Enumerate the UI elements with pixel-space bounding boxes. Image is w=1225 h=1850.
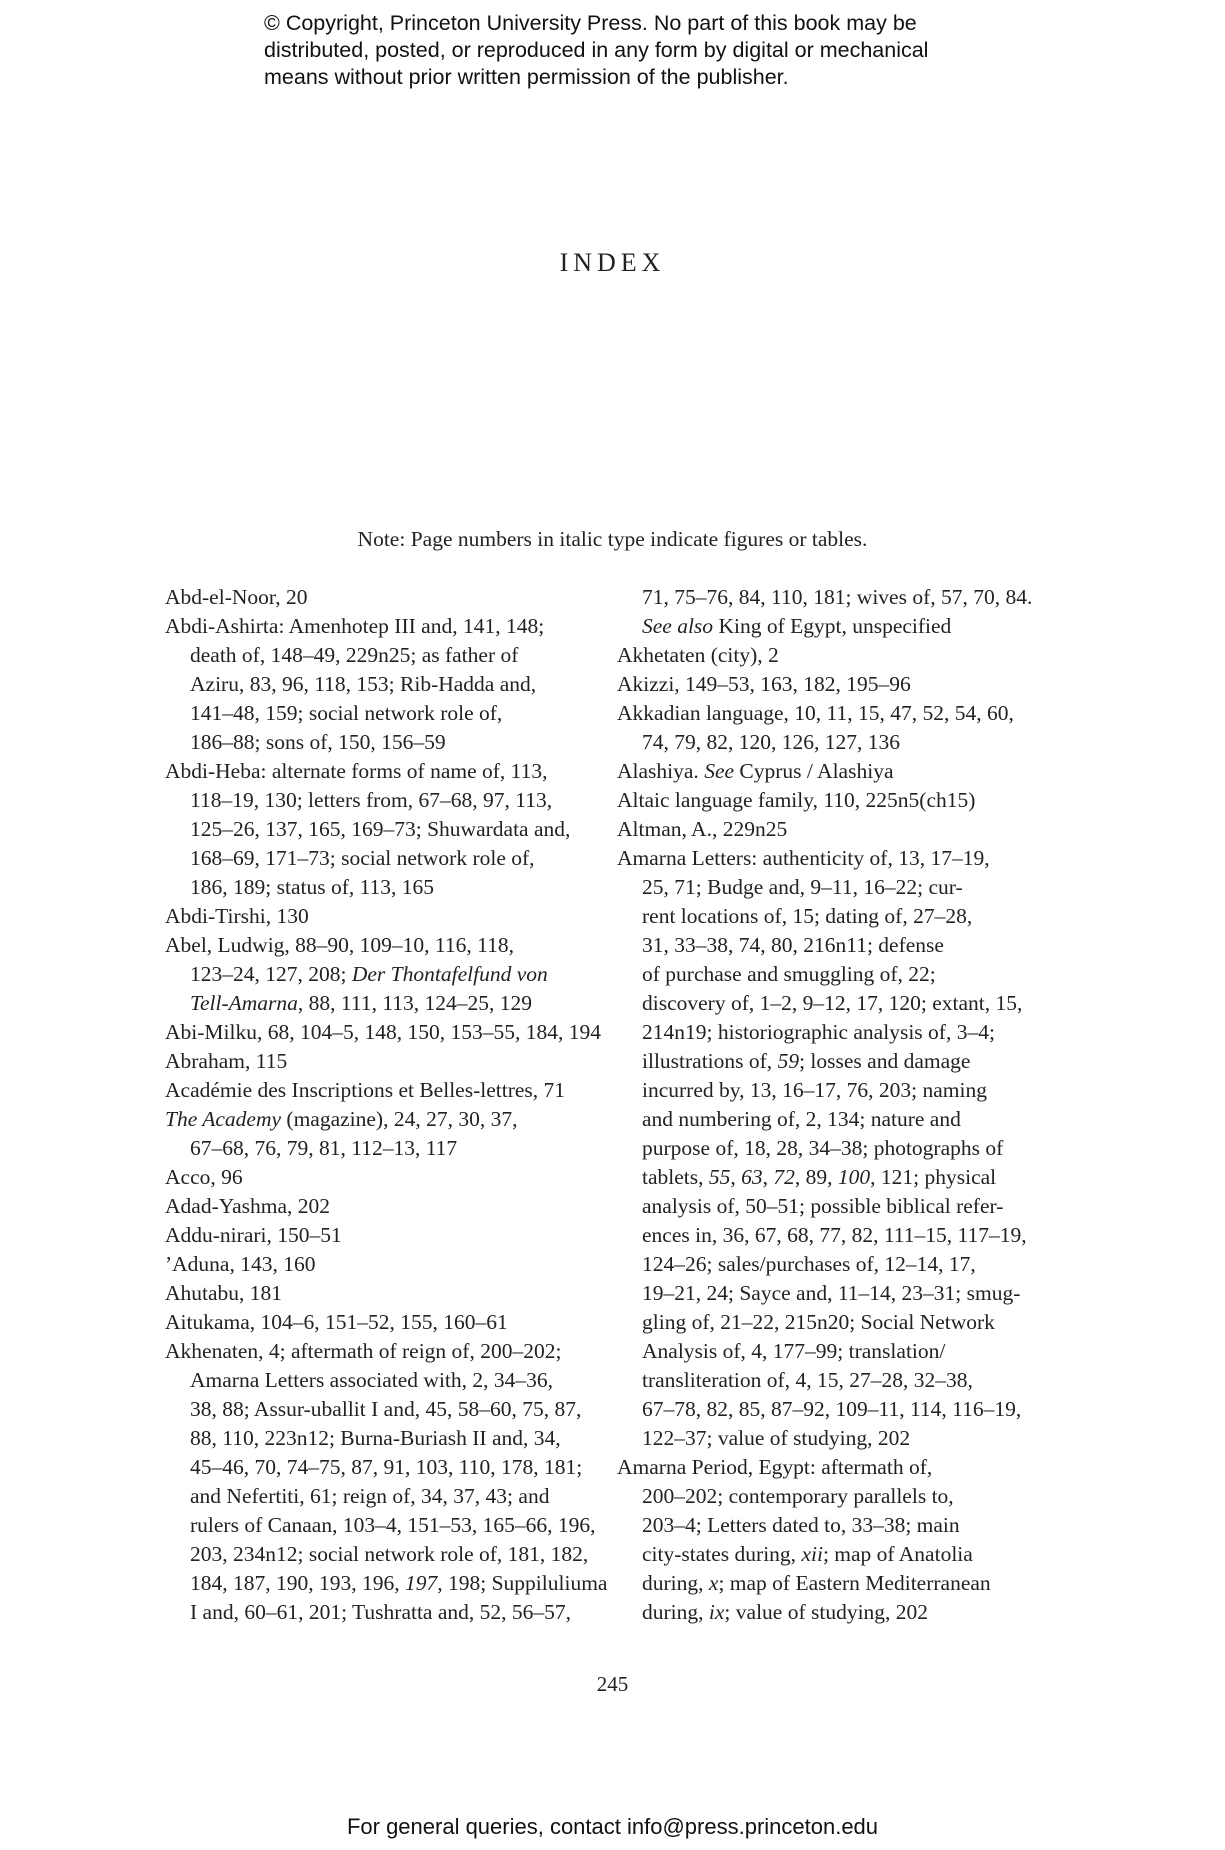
- index-entry-line: [617, 1221, 1047, 1250]
- index-entry-line: [165, 1598, 595, 1627]
- index-text: Aziru, 83, 96, 118, 153; Rib-Hadda and,: [190, 672, 537, 696]
- index-entry-line: [165, 786, 595, 815]
- index-text: ’Aduna, 143, 160: [165, 1252, 316, 1276]
- index-text: tablets,: [642, 1165, 709, 1189]
- index-entry-line: [165, 1540, 595, 1569]
- index-text: and numbering of, 2, 134; nature and: [642, 1107, 961, 1131]
- index-text: Akizzi, 149–53, 163, 182, 195–96: [617, 672, 911, 696]
- index-text: analysis of, 50–51; possible biblical refer-: [642, 1194, 1004, 1218]
- index-entry-line: [617, 670, 1047, 699]
- index-entry-line: [617, 583, 1047, 612]
- index-entry-line: [165, 1105, 595, 1134]
- index-text: 67–78, 82, 85, 87–92, 109–11, 114, 116–19,: [642, 1397, 1022, 1421]
- index-entry-line: [617, 844, 1047, 873]
- index-text: ; map of Anatolia: [822, 1542, 973, 1566]
- index-text: 203–4; Letters dated to, 33–38; main: [642, 1513, 960, 1537]
- index-entry-line: [617, 1192, 1047, 1221]
- index-entry-line: [617, 1395, 1047, 1424]
- index-text: 25, 71; Budge and, 9–11, 16–22; cur-: [642, 875, 963, 899]
- index-entry-line: [165, 1424, 595, 1453]
- index-text: 31, 33–38, 74, 80, 216n11; defense: [642, 933, 944, 957]
- index-italic-text: xii: [801, 1542, 823, 1566]
- index-italic-text: See also: [642, 614, 714, 638]
- index-text: purpose of, 18, 28, 34–38; photographs of: [642, 1136, 1004, 1160]
- index-text: ,: [762, 1165, 774, 1189]
- index-text: , 121; physical: [870, 1165, 997, 1189]
- index-text: Amarna Letters associated with, 2, 34–36,: [190, 1368, 554, 1392]
- index-entry-line: [165, 815, 595, 844]
- index-entry-line: [165, 1511, 595, 1540]
- index-entry-line: [165, 699, 595, 728]
- index-text: 88, 110, 223n12; Burna-Buriash II and, 34,: [190, 1426, 561, 1450]
- index-text: Abraham, 115: [165, 1049, 288, 1073]
- index-text: 122–37; value of studying, 202: [642, 1426, 911, 1450]
- index-entry-line: [165, 902, 595, 931]
- index-text: 124–26; sales/purchases of, 12–14, 17,: [642, 1252, 976, 1276]
- index-text: discovery of, 1–2, 9–12, 17, 120; extant, 15,: [642, 991, 1023, 1015]
- index-text: Abdi-Tirshi, 130: [165, 904, 309, 928]
- index-entry-line: [165, 989, 595, 1018]
- index-italic-text: ix: [708, 1600, 725, 1624]
- copyright-notice: [264, 10, 1024, 91]
- index-column-right: [617, 583, 1047, 1627]
- index-text: ,: [730, 1165, 742, 1189]
- index-text: Abel, Ludwig, 88–90, 109–10, 116, 118,: [165, 933, 514, 957]
- index-entry-line: [617, 641, 1047, 670]
- index-entry-line: [165, 728, 595, 757]
- index-text: of purchase and smuggling of, 22;: [642, 962, 936, 986]
- index-italic-text: 55: [708, 1165, 731, 1189]
- index-entry-line: [165, 1279, 595, 1308]
- index-text: during,: [642, 1600, 709, 1624]
- index-entry-line: [617, 989, 1047, 1018]
- index-text: Adad-Yashma, 202: [165, 1194, 331, 1218]
- index-text: ; map of Eastern Mediterranean: [718, 1571, 991, 1595]
- index-entry-line: [617, 1424, 1047, 1453]
- index-entry-line: [165, 1308, 595, 1337]
- index-text: Analysis of, 4, 177–99; translation/: [642, 1339, 946, 1363]
- index-text: incurred by, 13, 16–17, 76, 203; naming: [642, 1078, 987, 1102]
- index-text: illustrations of,: [642, 1049, 778, 1073]
- index-entry-line: [617, 1279, 1047, 1308]
- index-entry-line: [165, 1395, 595, 1424]
- index-text: Altaic language family, 110, 225n5(ch15): [617, 788, 976, 812]
- index-text: Ahutabu, 181: [165, 1281, 283, 1305]
- index-text: 67–68, 76, 79, 81, 112–13, 117: [190, 1136, 458, 1160]
- index-text: ences in, 36, 67, 68, 77, 82, 111–15, 117–19,: [642, 1223, 1027, 1247]
- index-text: Akkadian language, 10, 11, 15, 47, 52, 54, 60,: [617, 701, 1014, 725]
- index-text: transliteration of, 4, 15, 27–28, 32–38,: [642, 1368, 973, 1392]
- index-entry-line: [617, 757, 1047, 786]
- index-entry-line: [617, 1598, 1047, 1627]
- index-entry-line: [617, 1308, 1047, 1337]
- index-text: ; losses and damage: [799, 1049, 971, 1073]
- index-entry-line: [617, 1076, 1047, 1105]
- index-entry-line: [617, 1366, 1047, 1395]
- index-italic-text: x: [708, 1571, 719, 1595]
- index-entry-line: [617, 1134, 1047, 1163]
- index-italic-text: 100: [837, 1165, 871, 1189]
- index-entry-line: [617, 1511, 1047, 1540]
- index-entry-line: [617, 931, 1047, 960]
- index-entry-line: [617, 1337, 1047, 1366]
- index-text: 118–19, 130; letters from, 67–68, 97, 113,: [190, 788, 553, 812]
- index-entry-line: [165, 1337, 595, 1366]
- index-text: Altman, A., 229n25: [617, 817, 788, 841]
- index-text: Cyprus / Alashiya: [734, 759, 894, 783]
- index-entry-line: [165, 1250, 595, 1279]
- index-italic-text: Tell-Amarna: [190, 991, 298, 1015]
- index-text: 184, 187, 190, 193, 196,: [190, 1571, 405, 1595]
- index-text: Alashiya.: [617, 759, 705, 783]
- footer-contact: For general queries, contact info@press.princeton.edu: [346, 1814, 879, 1839]
- index-text: and Nefertiti, 61; reign of, 34, 37, 43; and: [190, 1484, 550, 1508]
- index-entry-line: [165, 641, 595, 670]
- index-entry-line: [165, 1453, 595, 1482]
- index-text: King of Egypt, unspecified: [713, 614, 952, 638]
- index-entry-line: [165, 583, 595, 612]
- index-entry-line: [617, 1569, 1047, 1598]
- index-entry-line: [165, 931, 595, 960]
- copyright-line-2: distributed, posted, or reproduced in any form by digital or mechanical: [264, 38, 929, 62]
- index-text: , 198; Suppiluliuma: [437, 1571, 608, 1595]
- index-entry-line: [617, 1482, 1047, 1511]
- index-text: 38, 88; Assur-uballit I and, 45, 58–60, 75, 87,: [190, 1397, 582, 1421]
- index-text: 19–21, 24; Sayce and, 11–14, 23–31; smug-: [642, 1281, 1021, 1305]
- index-entry-line: [617, 902, 1047, 931]
- index-entry-line: [617, 786, 1047, 815]
- index-text: Abd-el-Noor, 20: [165, 585, 308, 609]
- index-text: Acco, 96: [165, 1165, 243, 1189]
- index-entry-line: [165, 1018, 601, 1047]
- index-text: Abdi-Ashirta: Amenhotep III and, 141, 148;: [165, 614, 545, 638]
- index-entry-line: [165, 1192, 595, 1221]
- index-text: 200–202; contemporary parallels to,: [642, 1484, 954, 1508]
- index-entry-line: [165, 612, 595, 641]
- index-entry-line: [617, 1105, 1047, 1134]
- index-text: Abi-Milku, 68, 104–5, 148, 150, 153–55, 184, 194: [165, 1020, 601, 1044]
- index-entry-line: [617, 1047, 1047, 1076]
- copyright-line-1: © Copyright, Princeton University Press. No part of this book may be: [264, 11, 917, 35]
- index-column-left: [165, 583, 608, 1627]
- index-entry-line: [165, 1569, 608, 1598]
- index-text: Addu-nirari, 150–51: [165, 1223, 342, 1247]
- index-italic-text: See: [704, 759, 735, 783]
- index-text: I and, 60–61, 201; Tushratta and, 52, 56–57,: [190, 1600, 572, 1624]
- index-text: ; value of studying, 202: [724, 1600, 929, 1624]
- index-entry-line: [165, 1076, 595, 1105]
- index-italic-text: 72: [773, 1165, 795, 1189]
- index-text: 123–24, 127, 208;: [190, 962, 352, 986]
- index-entry-line: [617, 1018, 1047, 1047]
- index-entry-line: [617, 728, 1047, 757]
- index-entry-line: [165, 1366, 595, 1395]
- index-text: 168–69, 171–73; social network role of,: [190, 846, 535, 870]
- index-entry-line: [165, 1047, 595, 1076]
- index-entry-line: [617, 1163, 1047, 1192]
- index-italic-text: 197: [405, 1571, 438, 1595]
- index-text: Académie des Inscriptions et Belles-lettres, 71: [165, 1078, 566, 1102]
- index-text: rent locations of, 15; dating of, 27–28,: [642, 904, 973, 928]
- index-text: Abdi-Heba: alternate forms of name of, 113,: [165, 759, 548, 783]
- index-entry-line: [617, 612, 1047, 641]
- copyright-line-3: means without prior written permission of the publisher.: [264, 65, 789, 89]
- index-entry-line: [165, 873, 595, 902]
- index-text: 125–26, 137, 165, 169–73; Shuwardata and,: [190, 817, 571, 841]
- index-entry-line: [165, 1482, 595, 1511]
- index-text: 74, 79, 82, 120, 126, 127, 136: [642, 730, 900, 754]
- index-entry-line: [617, 1540, 1047, 1569]
- index-text: Akhenaten, 4; aftermath of reign of, 200–202;: [165, 1339, 562, 1363]
- index-entry-line: [165, 1163, 595, 1192]
- index-entry-line: [617, 1453, 1047, 1482]
- index-text: (magazine), 24, 27, 30, 37,: [281, 1107, 518, 1131]
- index-italic-text: Der Thontafelfund von: [351, 962, 548, 986]
- page-title: INDEX: [559, 248, 666, 277]
- index-text: during,: [642, 1571, 709, 1595]
- index-text: 71, 75–76, 84, 110, 181; wives of, 57, 70, 84.: [642, 585, 1033, 609]
- index-italic-text: 59: [777, 1049, 800, 1073]
- index-text: Amarna Period, Egypt: aftermath of,: [617, 1455, 933, 1479]
- index-text: Amarna Letters: authenticity of, 13, 17–19,: [617, 846, 990, 870]
- index-entry-line: [165, 757, 595, 786]
- index-entry-line: [617, 699, 1047, 728]
- index-note: Note: Page numbers in italic type indicate figures or tables.: [357, 527, 868, 551]
- index-text: city-states during,: [642, 1542, 802, 1566]
- index-entry-line: [165, 844, 595, 873]
- index-entry-line: [165, 670, 595, 699]
- index-entry-line: [617, 873, 1047, 902]
- index-text: 186–88; sons of, 150, 156–59: [190, 730, 446, 754]
- index-text: Akhetaten (city), 2: [617, 643, 779, 667]
- index-text: 186, 189; status of, 113, 165: [190, 875, 435, 899]
- index-text: , 88, 111, 113, 124–25, 129: [297, 991, 533, 1015]
- index-text: , 89,: [794, 1165, 838, 1189]
- index-italic-text: 63: [741, 1165, 763, 1189]
- index-text: 203, 234n12; social network role of, 181, 182,: [190, 1542, 589, 1566]
- index-text: rulers of Canaan, 103–4, 151–53, 165–66, 196,: [190, 1513, 596, 1537]
- index-entry-line: [165, 960, 595, 989]
- page-number: 245: [596, 1672, 629, 1696]
- index-entry-line: [617, 960, 1047, 989]
- index-text: 45–46, 70, 74–75, 87, 91, 103, 110, 178, 181;: [190, 1455, 583, 1479]
- index-entry-line: [617, 1250, 1047, 1279]
- index-text: 214n19; historiographic analysis of, 3–4;: [642, 1020, 995, 1044]
- index-text: death of, 148–49, 229n25; as father of: [190, 643, 519, 667]
- index-entry-line: [165, 1221, 595, 1250]
- index-italic-text: The Academy: [165, 1107, 282, 1131]
- index-entry-line: [165, 1134, 595, 1163]
- index-text: gling of, 21–22, 215n20; Social Network: [642, 1310, 995, 1334]
- index-entry-line: [617, 815, 1047, 844]
- index-text: Aitukama, 104–6, 151–52, 155, 160–61: [165, 1310, 508, 1334]
- index-text: 141–48, 159; social network role of,: [190, 701, 503, 725]
